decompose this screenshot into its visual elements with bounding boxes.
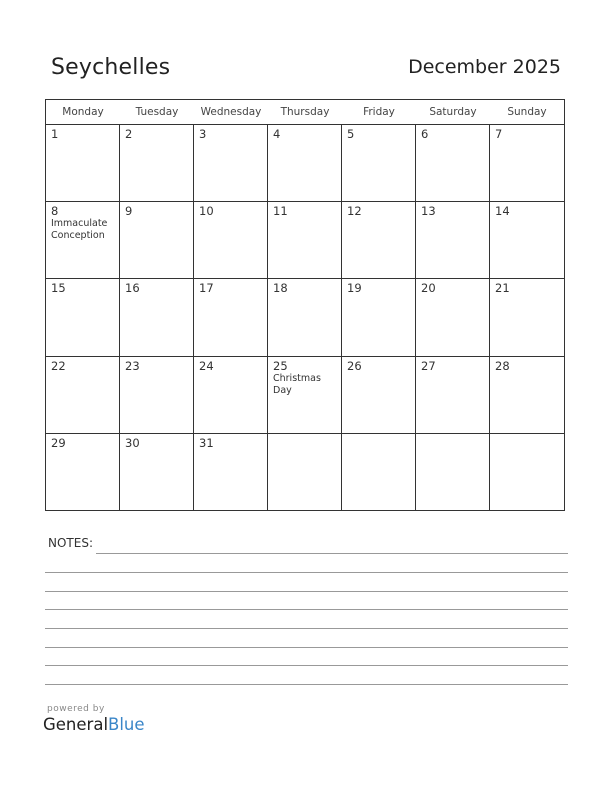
day-cell bbox=[194, 202, 268, 279]
day-cell bbox=[416, 202, 490, 279]
day-number: 25 bbox=[273, 358, 288, 373]
day-number: 7 bbox=[495, 127, 503, 141]
day-number: 2 bbox=[125, 127, 133, 141]
day-cell bbox=[46, 357, 120, 434]
day-cell bbox=[490, 357, 564, 434]
day-number: 26 bbox=[347, 358, 362, 373]
day-cell bbox=[194, 434, 268, 511]
calendar-grid bbox=[45, 99, 565, 511]
holiday-label: Christmas Day bbox=[273, 372, 321, 396]
notes-line bbox=[45, 591, 568, 592]
notes-line bbox=[45, 628, 568, 629]
day-cell bbox=[416, 125, 490, 202]
day-number: 1 bbox=[51, 127, 59, 141]
day-cell bbox=[490, 279, 564, 356]
calendar-days bbox=[46, 125, 564, 511]
day-number: 9 bbox=[125, 204, 133, 219]
day-cell bbox=[490, 434, 564, 511]
day-cell bbox=[490, 125, 564, 202]
notes-line bbox=[45, 572, 568, 573]
day-cell bbox=[342, 202, 416, 279]
calendar-title: Seychelles bbox=[51, 55, 171, 80]
day-cell bbox=[268, 279, 342, 356]
notes-label: NOTES: bbox=[48, 536, 93, 550]
day-cell bbox=[120, 202, 194, 279]
brand-general: General bbox=[43, 715, 109, 734]
day-cell bbox=[416, 357, 490, 434]
day-cell bbox=[46, 279, 120, 356]
notes-line bbox=[96, 553, 568, 554]
day-cell bbox=[268, 434, 342, 511]
day-number: 23 bbox=[125, 358, 140, 373]
brand-blue: Blue bbox=[108, 715, 145, 734]
day-cell bbox=[120, 357, 194, 434]
day-cell bbox=[194, 357, 268, 434]
weekday-wednesday: Wednesday bbox=[200, 106, 262, 118]
day-number: 12 bbox=[347, 204, 362, 219]
day-cell bbox=[120, 125, 194, 202]
day-number: 3 bbox=[199, 127, 207, 141]
day-number: 22 bbox=[51, 358, 66, 373]
weekday-thursday: Thursday bbox=[280, 106, 330, 118]
day-number: 27 bbox=[421, 358, 436, 373]
brand-logo bbox=[43, 715, 145, 734]
day-cell bbox=[46, 125, 120, 202]
day-cell bbox=[342, 434, 416, 511]
day-cell bbox=[194, 279, 268, 356]
calendar-month: December 2025 bbox=[408, 56, 561, 78]
powered-by-text: powered by bbox=[47, 704, 105, 714]
notes-line bbox=[45, 684, 568, 685]
weekday-tuesday: Tuesday bbox=[135, 106, 179, 118]
day-number: 31 bbox=[199, 435, 214, 450]
day-number: 21 bbox=[495, 281, 510, 296]
day-number: 17 bbox=[199, 281, 214, 296]
day-cell bbox=[342, 279, 416, 356]
day-cell bbox=[46, 202, 120, 279]
holiday-label: Immaculate Conception bbox=[51, 218, 108, 242]
day-cell bbox=[268, 125, 342, 202]
day-cell bbox=[194, 125, 268, 202]
day-number: 5 bbox=[347, 127, 355, 141]
day-number: 30 bbox=[125, 435, 140, 450]
notes-line bbox=[45, 609, 568, 610]
day-cell bbox=[490, 202, 564, 279]
day-number: 15 bbox=[51, 281, 66, 296]
day-number: 11 bbox=[273, 204, 288, 219]
day-number: 14 bbox=[495, 204, 510, 219]
weekday-friday: Friday bbox=[363, 106, 395, 118]
day-cell bbox=[120, 434, 194, 511]
day-number: 29 bbox=[51, 435, 66, 450]
day-number: 19 bbox=[347, 281, 362, 296]
day-number: 28 bbox=[495, 358, 510, 373]
day-number: 13 bbox=[421, 204, 436, 219]
weekday-monday: Monday bbox=[62, 106, 104, 118]
day-cell bbox=[342, 357, 416, 434]
day-number: 10 bbox=[199, 204, 214, 219]
day-cell bbox=[46, 434, 120, 511]
day-number: 8 bbox=[51, 204, 59, 219]
day-cell bbox=[120, 279, 194, 356]
day-cell bbox=[268, 202, 342, 279]
notes-line bbox=[45, 647, 568, 648]
day-number: 4 bbox=[273, 127, 281, 141]
day-number: 6 bbox=[421, 127, 429, 141]
day-number: 24 bbox=[199, 358, 214, 373]
weekday-saturday: Saturday bbox=[429, 106, 477, 118]
day-cell bbox=[416, 279, 490, 356]
day-number: 20 bbox=[421, 281, 436, 296]
day-cell bbox=[416, 434, 490, 511]
day-number: 16 bbox=[125, 281, 140, 296]
day-cell bbox=[268, 357, 342, 434]
notes-line bbox=[45, 665, 568, 666]
weekday-header-row bbox=[46, 100, 564, 125]
day-cell bbox=[342, 125, 416, 202]
weekday-sunday: Sunday bbox=[507, 106, 547, 118]
day-number: 18 bbox=[273, 281, 288, 296]
